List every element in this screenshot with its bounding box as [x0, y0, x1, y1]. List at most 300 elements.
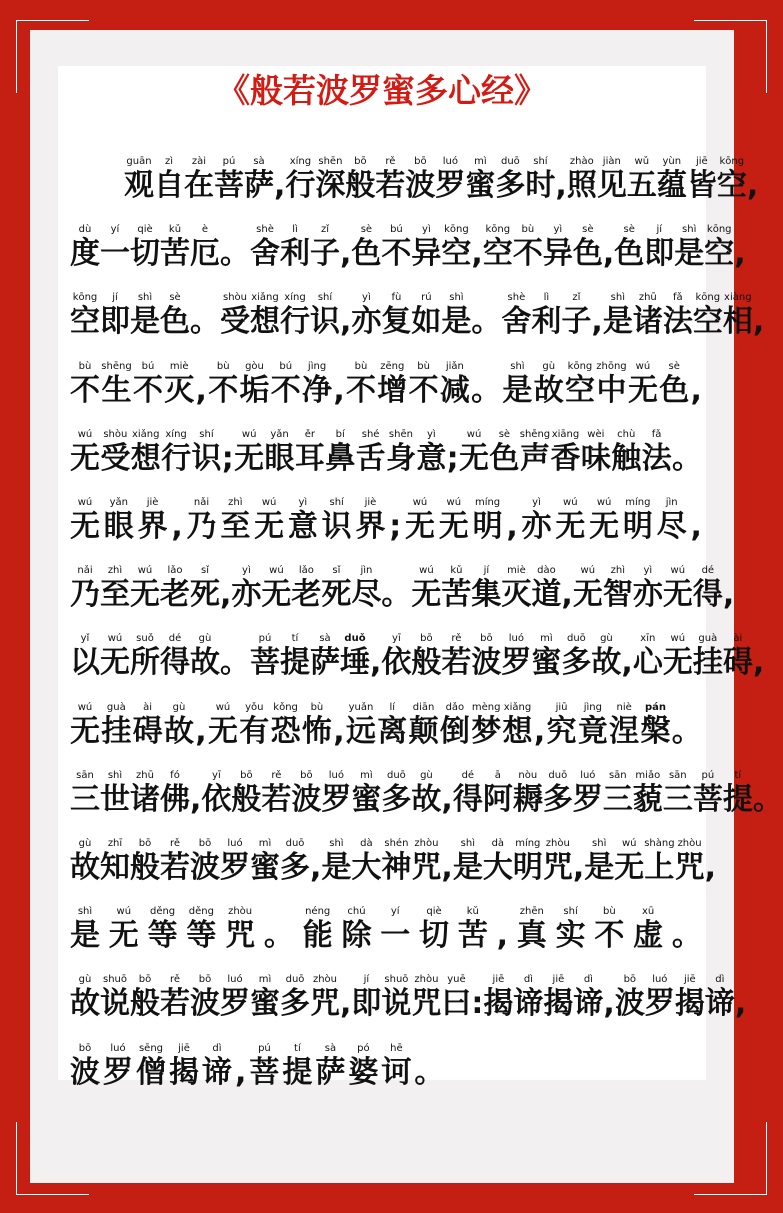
hanzi: 蜜	[351, 781, 382, 817]
hanzi: 故	[591, 645, 622, 681]
sutra-char	[381, 962, 411, 1022]
pinyin: zhòu	[545, 838, 570, 849]
pinyin: jí	[483, 565, 490, 577]
hanzi: 无	[70, 509, 100, 544]
hanzi: 意	[416, 440, 447, 476]
hanzi: 曰	[441, 986, 472, 1022]
pinyin: zhòu	[312, 974, 338, 986]
pinyin: yí	[110, 224, 120, 236]
sutra-char	[691, 349, 702, 409]
hanzi: 谛	[202, 1054, 232, 1090]
hanzi: 法	[641, 440, 672, 476]
sutra-char	[581, 417, 611, 477]
sutra-char	[70, 417, 100, 477]
pinyin: shuō	[384, 974, 409, 986]
pinyin: xíng	[165, 428, 187, 440]
hanzi: ,	[441, 850, 453, 885]
hanzi: 一	[380, 918, 411, 954]
hanzi: 般	[130, 986, 160, 1022]
sutra-char	[381, 280, 411, 340]
hanzi: 谛	[513, 986, 544, 1022]
pinyin: zhì	[107, 565, 123, 577]
hanzi: 亦	[231, 577, 262, 613]
pinyin: qiè	[426, 906, 442, 918]
hanzi: 。	[220, 236, 250, 272]
hanzi: 般	[231, 781, 262, 817]
hanzi: 佛	[160, 781, 190, 817]
sutra-char	[405, 144, 435, 204]
sutra-line	[70, 417, 702, 477]
sutra-char	[70, 212, 100, 272]
sutra-char	[555, 144, 566, 204]
hanzi: 得	[692, 577, 723, 613]
sutra-char	[169, 1031, 199, 1091]
hanzi: ,	[690, 509, 702, 544]
sutra-char	[633, 758, 663, 818]
sutra-char	[124, 144, 154, 204]
sutra-line	[70, 894, 702, 954]
pinyin: jiē	[178, 1042, 190, 1054]
sutra-char	[597, 144, 627, 204]
sutra-char	[705, 962, 735, 1022]
sutra-char	[101, 349, 131, 409]
sutra-char	[130, 962, 160, 1022]
sutra-char	[321, 826, 351, 886]
sutra-line	[124, 144, 759, 204]
sutra-char	[282, 1031, 312, 1091]
pinyin: jí	[656, 224, 662, 236]
hanzi: 谛	[573, 986, 604, 1022]
hanzi: ;	[389, 509, 402, 544]
hanzi: 苦	[457, 918, 488, 954]
hanzi: 皆	[686, 168, 717, 203]
hanzi: 照	[566, 168, 597, 203]
sutra-char	[513, 826, 543, 886]
sutra-char	[148, 894, 178, 954]
sutra-char	[705, 826, 716, 886]
sutra-char	[355, 485, 385, 545]
sutra-char	[195, 690, 206, 750]
sutra-char	[220, 962, 250, 1022]
sutra-char	[214, 144, 244, 204]
pinyin: sǐ	[332, 565, 341, 577]
pinyin: miè	[169, 360, 189, 372]
hanzi: 若	[375, 168, 406, 203]
hanzi: 咒	[674, 850, 705, 885]
hanzi: 不	[270, 372, 301, 408]
hanzi: 是	[452, 850, 483, 885]
sutra-char	[465, 144, 495, 204]
hanzi: 诸	[632, 304, 663, 340]
pinyin: jiē	[683, 974, 696, 986]
sutra-char	[100, 621, 130, 681]
hanzi: 知	[100, 850, 130, 885]
pinyin: yì	[426, 428, 436, 440]
pinyin: duō	[285, 838, 305, 849]
pinyin: xíng	[289, 156, 312, 167]
pinyin: bù	[78, 360, 92, 372]
pinyin: zhū	[136, 769, 154, 781]
sutra-char	[333, 690, 344, 750]
sutra-char	[534, 690, 545, 750]
sutra-char	[70, 962, 100, 1022]
sutra-char	[101, 690, 131, 750]
hanzi: 耳	[294, 440, 325, 476]
pinyin: shì	[107, 769, 123, 781]
hanzi: 梦	[471, 713, 502, 749]
pinyin: wú	[215, 701, 231, 713]
hanzi: 大	[351, 850, 382, 885]
sutra-char	[249, 1031, 279, 1091]
pinyin: wú	[412, 497, 428, 508]
hanzi: 罗	[435, 168, 466, 203]
sutra-char	[202, 1031, 232, 1091]
hanzi: ,	[370, 645, 382, 681]
hanzi: 无	[234, 440, 265, 476]
sutra-char	[100, 826, 130, 886]
sutra-char	[753, 280, 764, 340]
hanzi: 无	[627, 372, 658, 408]
sutra-char	[471, 280, 501, 340]
sutra-char	[419, 894, 449, 954]
pinyin: jiē	[695, 156, 708, 167]
sutra-char	[351, 758, 381, 818]
sutra-char	[561, 553, 572, 613]
sutra-char	[321, 553, 351, 613]
hanzi: 相	[722, 304, 753, 340]
sutra-char	[303, 894, 333, 954]
sutra-char	[130, 212, 160, 272]
hanzi: 故	[163, 713, 194, 749]
pinyin: zài	[191, 156, 207, 167]
hanzi: ,	[195, 713, 207, 749]
hanzi: 般	[345, 168, 376, 203]
sutra-char	[220, 485, 250, 545]
hanzi: 明	[512, 850, 543, 885]
sutra-char	[271, 349, 301, 409]
hanzi: 无	[130, 577, 160, 613]
pinyin: jiè	[364, 497, 377, 508]
hanzi: 咒	[411, 850, 442, 885]
hanzi: 子	[561, 304, 592, 340]
hanzi: 明	[622, 509, 653, 544]
pinyin: bō	[420, 633, 433, 645]
hanzi: 不	[594, 918, 625, 954]
sutra-char	[440, 349, 470, 409]
sutra-char	[441, 280, 471, 340]
pinyin: duǒ	[344, 633, 366, 645]
sutra-char	[70, 894, 100, 954]
hanzi: 受	[220, 304, 250, 340]
hanzi: 恐	[270, 713, 301, 749]
sutra-char	[271, 690, 301, 750]
sutra-char	[190, 621, 220, 681]
hanzi: 碍	[132, 713, 163, 749]
pinyin: gù	[172, 701, 186, 713]
pinyin: xiǎng	[503, 701, 532, 713]
pinyin: míng	[474, 497, 501, 508]
pinyin: yǐ	[80, 633, 90, 645]
hanzi: 若	[160, 986, 190, 1022]
hanzi: 无	[254, 509, 285, 544]
sutra-char	[310, 280, 340, 340]
sutra-char	[171, 485, 182, 545]
hanzi: 蜜	[465, 168, 496, 203]
hanzi: ,	[603, 986, 615, 1022]
hanzi: 灭	[164, 372, 195, 408]
pinyin: jiè	[146, 497, 159, 508]
hanzi: 舌	[355, 440, 386, 476]
pinyin: bō	[198, 838, 212, 849]
sutra-char	[531, 621, 561, 681]
hanzi: 是	[584, 850, 615, 885]
sutra-char	[133, 349, 163, 409]
hanzi: 多	[280, 850, 310, 885]
pinyin: zhòu	[414, 974, 439, 986]
hanzi: 槃	[640, 713, 671, 749]
pinyin: pó	[357, 1042, 370, 1054]
sutra-char	[315, 144, 345, 204]
sutra-char	[239, 690, 269, 750]
hanzi: 异	[542, 236, 573, 272]
hanzi: 是	[130, 304, 160, 340]
sutra-char	[567, 144, 597, 204]
hanzi: 色	[351, 236, 382, 272]
pinyin: bō	[300, 769, 313, 781]
sutra-char	[663, 280, 693, 340]
pinyin: shēn	[318, 156, 343, 167]
sutra-char	[201, 758, 231, 818]
pinyin: shì	[77, 906, 93, 918]
pinyin: dé	[701, 565, 715, 577]
pinyin: bù	[216, 360, 230, 372]
sutra-char	[351, 962, 381, 1022]
sutra-char	[100, 212, 130, 272]
hanzi: 。	[471, 372, 502, 408]
pinyin: wú	[580, 565, 596, 577]
sutra-char	[439, 485, 469, 545]
hanzi: 度	[70, 236, 100, 272]
sutra-char	[663, 758, 693, 818]
hanzi: 是	[321, 850, 352, 885]
hanzi: ,	[220, 577, 232, 613]
sutra-char	[441, 553, 471, 613]
hanzi: 故	[533, 372, 564, 408]
pinyin: yuǎn	[348, 701, 374, 713]
hanzi: 。	[471, 304, 502, 340]
hanzi: 智	[602, 577, 633, 613]
sutra-char	[220, 826, 250, 886]
sutra-char	[458, 894, 488, 954]
hanzi: 罗	[220, 850, 250, 885]
hanzi: 蕴	[656, 168, 687, 203]
hanzi: 实	[555, 918, 586, 954]
sutra-char	[208, 690, 238, 750]
sutra-char	[411, 212, 441, 272]
pinyin: kōng	[444, 224, 469, 236]
sutra-char	[340, 621, 370, 681]
pinyin: shì	[460, 838, 475, 849]
hanzi: 。	[263, 918, 294, 954]
hanzi: 色	[572, 236, 603, 272]
pinyin: dà	[360, 838, 373, 849]
sutra-char	[225, 894, 255, 954]
hanzi: 倒	[439, 713, 470, 749]
hanzi: 尽	[656, 509, 687, 544]
pinyin: suǒ	[136, 633, 154, 645]
sutra-char	[333, 349, 344, 409]
sutra-char	[501, 553, 531, 613]
pinyin: wú	[77, 701, 93, 713]
sutra-char	[723, 553, 734, 613]
pinyin: dé	[461, 769, 475, 781]
sutra-char	[534, 349, 564, 409]
pinyin: néng	[305, 906, 331, 918]
sutra-char	[501, 621, 531, 681]
hanzi: 无	[662, 645, 693, 681]
sutra-char	[753, 758, 783, 818]
hanzi: 多	[381, 781, 412, 817]
sutra-char	[573, 962, 603, 1022]
sutra-char	[441, 621, 471, 681]
sutra-char	[717, 144, 747, 204]
sutra-char	[471, 349, 501, 409]
pinyin: bō	[480, 633, 493, 645]
pinyin: wú	[107, 633, 123, 645]
hanzi: ,	[572, 850, 585, 885]
hanzi: 罗	[103, 1054, 133, 1090]
sutra-line	[70, 621, 765, 681]
sutra-char	[220, 553, 231, 613]
sutra-char	[220, 621, 250, 681]
hanzi: 舍	[501, 304, 532, 340]
pinyin: wú	[77, 497, 93, 508]
pinyin: zhì	[610, 565, 625, 577]
sutra-char	[291, 758, 321, 818]
pinyin: rě	[169, 974, 181, 986]
hanzi: 萨	[244, 168, 274, 203]
hanzi: 若	[160, 850, 190, 885]
hanzi: 不	[408, 372, 439, 408]
sutra-char	[723, 758, 753, 818]
hanzi: 垢	[239, 372, 270, 408]
pinyin: shí	[563, 906, 578, 918]
sutra-char	[441, 826, 452, 886]
pinyin: fǎ	[672, 292, 683, 304]
sutra-char	[100, 280, 130, 340]
pinyin: wú	[670, 565, 686, 577]
sutra-char	[131, 417, 161, 477]
hanzi: 真	[516, 918, 547, 954]
hanzi: 增	[377, 372, 408, 408]
pinyin: shì	[510, 360, 525, 372]
hanzi: 即	[644, 236, 675, 272]
hanzi: ,	[533, 713, 546, 749]
hanzi: 生	[101, 372, 132, 408]
pinyin: luó	[328, 769, 345, 781]
pinyin: duō	[501, 156, 520, 167]
hanzi: ,	[591, 304, 603, 340]
hanzi: 深	[315, 168, 346, 203]
hanzi: 所	[130, 645, 160, 681]
sutra-char	[389, 485, 401, 545]
sutra-char	[642, 417, 672, 477]
pinyin: ài	[733, 633, 743, 645]
sutra-char	[261, 758, 291, 818]
hanzi: 怖	[301, 713, 332, 749]
pinyin: xū	[641, 906, 655, 918]
sutra-char	[340, 212, 351, 272]
pinyin: mì	[258, 974, 272, 986]
sutra-char	[723, 280, 753, 340]
sutra-char	[614, 212, 644, 272]
sutra-char	[70, 621, 100, 681]
hanzi: 竟	[577, 713, 608, 749]
hanzi: 亦	[351, 304, 382, 340]
sutra-char	[325, 417, 355, 477]
pinyin: sēng	[138, 1042, 164, 1054]
pinyin: lí	[389, 701, 396, 713]
pinyin: duō	[548, 769, 568, 781]
hanzi: 行	[161, 440, 192, 476]
hanzi: 以	[70, 645, 100, 681]
hanzi: 揭	[674, 986, 705, 1022]
sutra-char	[70, 690, 100, 750]
hanzi: ,	[190, 781, 202, 817]
hanzi: 罗	[321, 781, 352, 817]
pinyin: mì	[474, 156, 487, 167]
pinyin: rú	[421, 292, 432, 304]
hanzi: 即	[100, 304, 130, 340]
pinyin: duō	[285, 974, 305, 986]
pinyin: kǔ	[466, 906, 479, 918]
pinyin: jiàn	[602, 156, 621, 167]
sutra-char	[543, 826, 573, 886]
pinyin: bō	[240, 769, 253, 781]
pinyin: lì	[543, 292, 550, 304]
sutra-line	[70, 485, 702, 545]
pinyin: zhòu	[228, 906, 253, 918]
pinyin: kōng	[706, 224, 732, 236]
hanzi: ,	[340, 986, 352, 1022]
hanzi: ;	[446, 440, 459, 476]
sutra-char	[222, 417, 234, 477]
pinyin: shén	[384, 838, 409, 849]
hanzi: 空	[482, 236, 513, 272]
sutra-char	[672, 690, 702, 750]
sutra-char	[160, 212, 190, 272]
sutra-char	[160, 758, 190, 818]
sutra-char	[471, 621, 501, 681]
pinyin: dé	[168, 633, 182, 645]
sutra-char	[513, 758, 543, 818]
pinyin: luó	[227, 974, 243, 986]
pinyin: shì	[137, 292, 153, 304]
pinyin: shì	[329, 838, 344, 849]
page-title: 《般若波罗蜜多心经》	[217, 71, 547, 110]
hanzi: 等	[186, 918, 217, 954]
pinyin: bō	[623, 974, 637, 986]
sutra-char	[130, 826, 160, 886]
pinyin: ài	[143, 701, 153, 713]
sutra-char	[471, 962, 483, 1022]
sutra-char	[693, 621, 723, 681]
sutra-char	[441, 212, 471, 272]
pinyin: nòu	[518, 769, 538, 781]
sutra-char	[611, 417, 641, 477]
pinyin: dà	[491, 838, 505, 849]
pinyin: shè	[256, 224, 274, 236]
